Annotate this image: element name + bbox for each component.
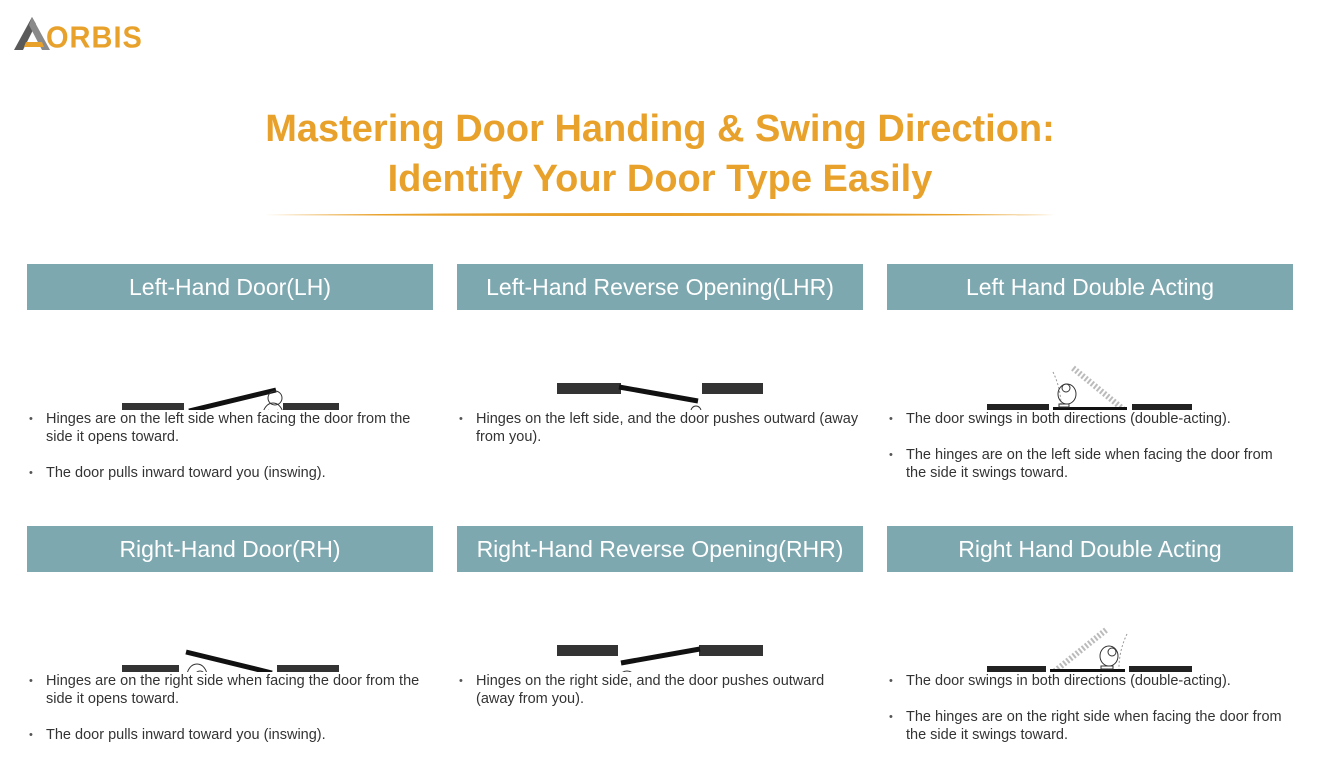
list-item: • Hinges are on the left side when facing the door from the side it opens toward. (29, 411, 411, 445)
card-left-hand-reverse (457, 264, 863, 464)
title-line-1: Mastering Door Handing & Swing Direction: (265, 108, 1055, 150)
list-item: • Hinges are on the right side when facing the door from the side it opens toward. (29, 673, 420, 707)
card-right-hand-double-acting (887, 526, 1293, 762)
card-heading: Right Hand Double Acting (887, 526, 1293, 572)
door-diagram-rh (27, 572, 433, 672)
list-item: • The door swings in both directions (double-acting). (889, 411, 1231, 427)
list-item: • The door swings in both directions (double-acting). (889, 673, 1231, 689)
card-heading: Right-Hand Door(RH) (27, 526, 433, 572)
bullet-list (457, 672, 863, 708)
bullet-list (27, 410, 433, 482)
list-item: • The hinges are on the right side when facing the door from the side it swings toward. (889, 709, 1282, 743)
card-right-hand-door (27, 526, 433, 762)
card-left-hand-door (27, 264, 433, 500)
door-diagram-rhda (887, 572, 1293, 672)
list-item: • The door pulls inward toward you (inswing). (29, 465, 326, 481)
bullet-list (887, 410, 1293, 482)
person-icon (1100, 646, 1118, 669)
card-heading: Left-Hand Door(LH) (27, 264, 433, 310)
brand-logo[interactable] (12, 14, 143, 54)
title-underline (265, 211, 1055, 219)
card-right-hand-reverse (457, 526, 863, 726)
bullet-list (457, 410, 863, 446)
card-heading: Right-Hand Reverse Opening(RHR) (457, 526, 863, 572)
door-diagram-lhr (457, 310, 863, 410)
card-heading: Left-Hand Reverse Opening(LHR) (457, 264, 863, 310)
door-diagram-lhda (887, 310, 1293, 410)
title-line-2: Identify Your Door Type Easily (387, 158, 933, 200)
bullet-list (27, 672, 433, 744)
card-heading: Left Hand Double Acting (887, 264, 1293, 310)
person-icon (187, 664, 207, 672)
card-left-hand-double-acting (887, 264, 1293, 500)
brand-name: ORBIS (46, 20, 143, 55)
list-item: • Hinges on the left side, and the door pushes outward (away from you). (459, 411, 859, 445)
list-item: • The door pulls inward toward you (inswing). (29, 727, 326, 743)
page-title (0, 104, 1320, 204)
list-item: • Hinges on the right side, and the door pushes outward (away from you). (459, 673, 825, 707)
door-diagram-rhr (457, 572, 863, 672)
bullet-list (887, 672, 1293, 744)
door-diagram-lh (27, 310, 433, 410)
list-item: • The hinges are on the left side when facing the door from the side it swings toward. (889, 447, 1273, 481)
